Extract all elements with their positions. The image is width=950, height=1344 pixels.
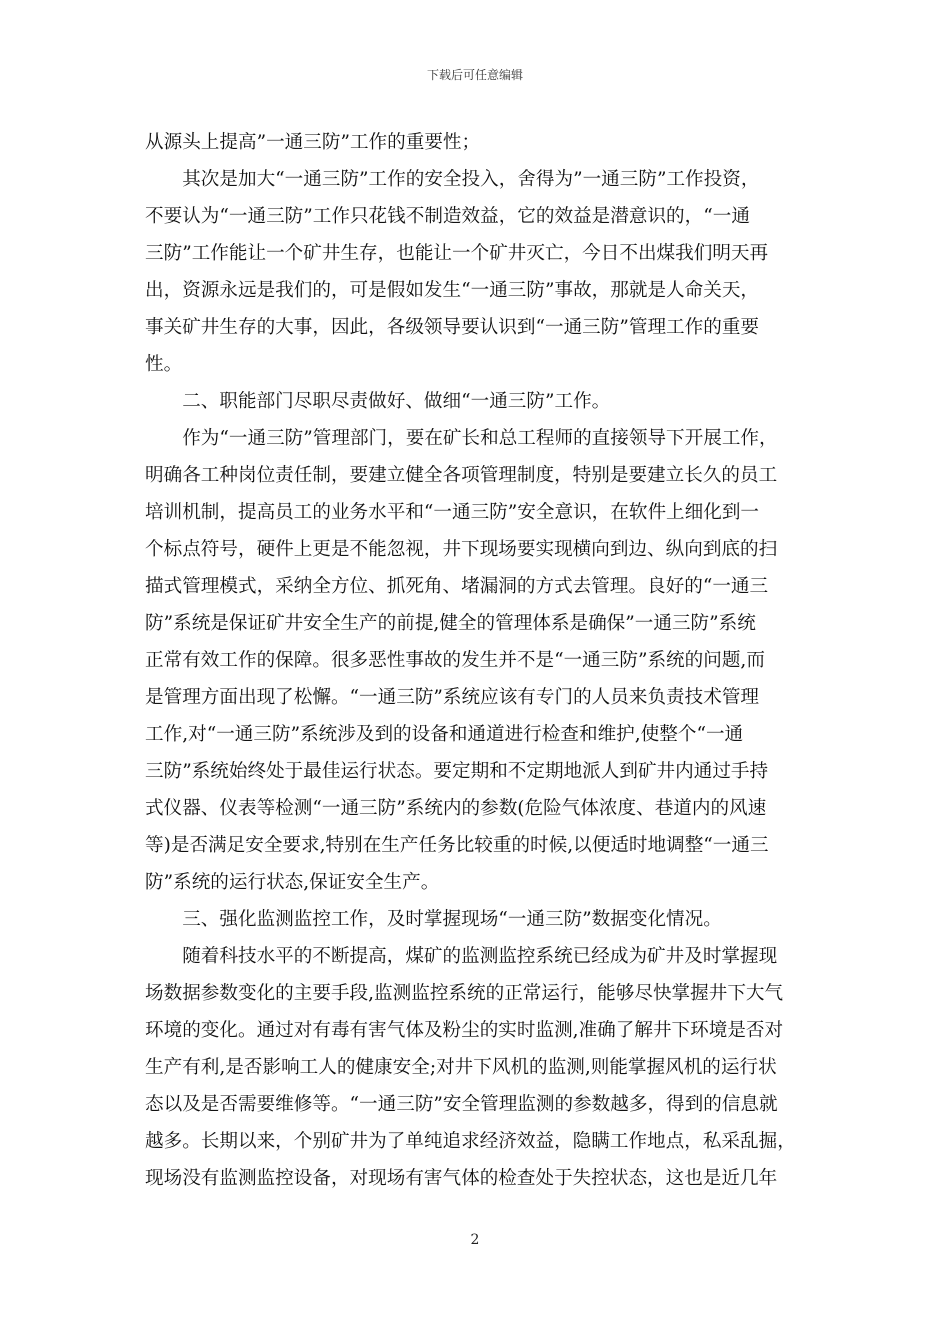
- section-heading: 三、强化监测监控工作，及时掌握现场“一通三防”数据变化情况。: [145, 909, 722, 930]
- page-number: 2: [470, 1232, 480, 1248]
- text-line: 防”系统是保证矿井安全生产的前提,健全的管理体系是确保”一通三防”系统: [145, 613, 756, 634]
- section-heading: 二、职能部门尽职尽责做好、做细“一通三防”工作。: [145, 391, 611, 412]
- text-line: 事关矿井生存的大事，因此，各级领导要认识到“一通三防”管理工作的重要: [145, 317, 760, 338]
- text-line: 描式管理模式，采纳全方位、抓死角、堵漏洞的方式去管理。良好的“一通三: [145, 576, 769, 597]
- text-line: 工作,对“一通三防”系统涉及到的设备和通道进行检查和维护,使整个“一通: [145, 724, 744, 745]
- text-line: 其次是加大“一通三防”工作的安全投入，舍得为”一通三防”工作投资，: [145, 169, 760, 190]
- text-line: 个标点符号，硬件上更是不能忽视，井下现场要实现横向到边、纵向到底的扫: [145, 539, 778, 560]
- text-line: 越多。长期以来，个别矿井为了单纯追求经济效益，隐瞒工作地点，私采乱掘，: [145, 1131, 796, 1152]
- text-line: 性。: [145, 354, 183, 375]
- text-line: 作为“一通三防”管理部门，要在矿长和总工程师的直接领导下开展工作，: [145, 428, 778, 449]
- text-line: 式仪器、仪表等检测“一通三防”系统内的参数(危险气体浓度、巷道内的风速: [145, 798, 767, 819]
- text-line: 不要认为“一通三防”工作只花钱不制造效益，它的效益是潜意识的，“一通: [145, 206, 750, 227]
- text-line: 培训机制，提高员工的业务水平和“一通三防”安全意识，在软件上细化到一: [145, 502, 760, 523]
- text-line: 现场没有监测监控设备，对现场有害气体的检查处于失控状态，这也是近几年: [145, 1168, 778, 1189]
- text-line: 态以及是否需要维修等。“一通三防”安全管理监测的参数越多，得到的信息就: [145, 1094, 778, 1115]
- text-line: 随着科技水平的不断提高，煤矿的监测监控系统已经成为矿井及时掌握现: [145, 946, 778, 967]
- text-line: 出，资源永远是我们的，可是假如发生“一通三防”事故，那就是人命关天，: [145, 280, 760, 301]
- text-line: 生产有利,是否影响工人的健康安全;对井下风机的监测,则能掌握风机的运行状: [145, 1057, 777, 1078]
- text-line: 场数据参数变化的主要手段,监测监控系统的正常运行，能够尽快掌握井下大气: [145, 983, 784, 1004]
- text-line: 三防”工作能让一个矿井生存，也能让一个矿井灭亡，今日不出煤我们明天再: [145, 243, 769, 264]
- text-line: 环境的变化。通过对有毒有害气体及粉尘的实时监测,准确了解井下环境是否对: [145, 1020, 784, 1041]
- text-line: 正常有效工作的保障。很多恶性事故的发生并不是“一通三防”系统的问题,而: [145, 650, 765, 671]
- text-line: 明确各工种岗位责任制，要建立健全各项管理制度，特别是要建立长久的员工: [145, 465, 778, 486]
- text-line: 防”系统的运行状态,保证安全生产。: [145, 872, 440, 893]
- text-line: 从源头上提高”一通三防”工作的重要性；: [145, 132, 481, 153]
- text-line: 三防”系统始终处于最佳运行状态。要定期和不定期地派人到矿井内通过手持: [145, 761, 769, 782]
- text-line: 是管理方面出现了松懈。“一通三防”系统应该有专门的人员来负责技术管理: [145, 687, 760, 708]
- text-line: 等)是否满足安全要求,特别在生产任务比较重的时候,以便适时地调整“一通三: [145, 835, 769, 856]
- page-header: 下载后可任意编辑: [426, 68, 523, 82]
- document-body: [145, 124, 810, 1197]
